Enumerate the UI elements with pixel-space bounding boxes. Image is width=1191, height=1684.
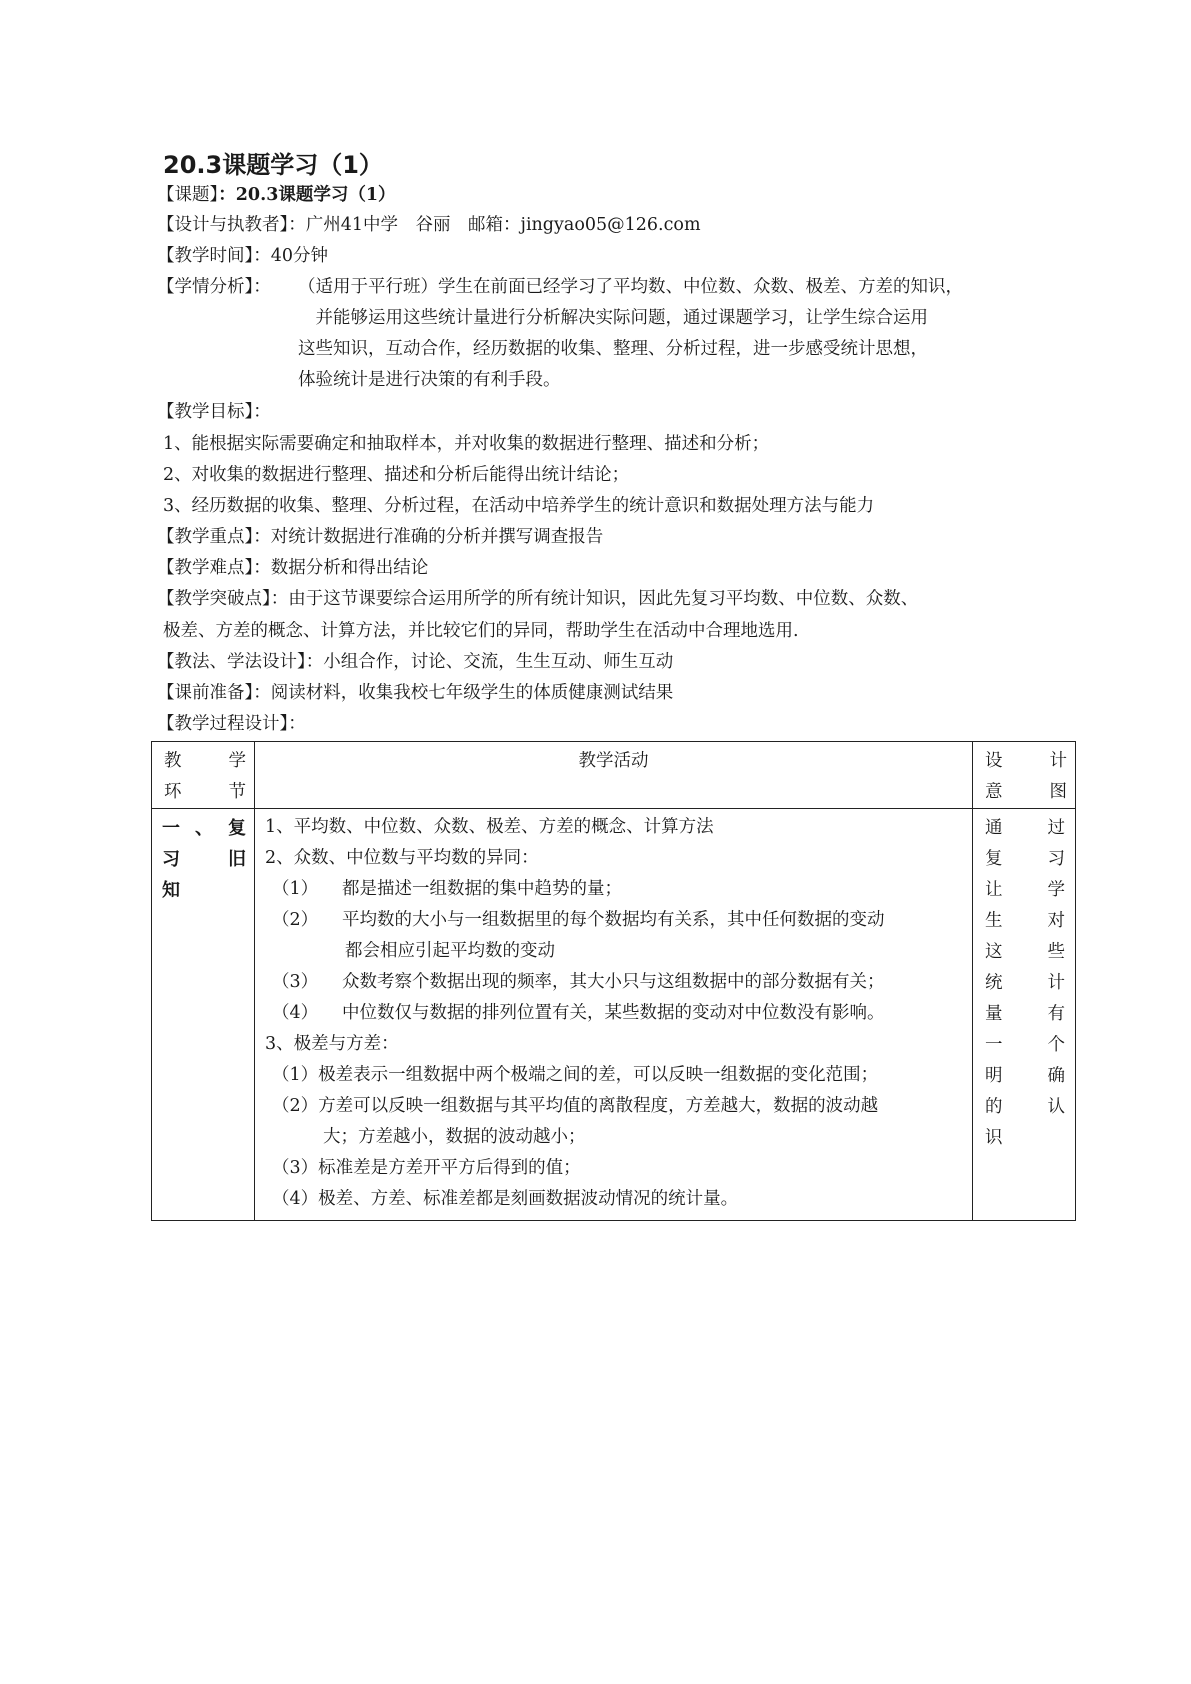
activity-item: 3、极差与方差： — [265, 1034, 399, 1054]
difficulty-value: ：数据分析和得出结论 — [253, 558, 429, 578]
header-intent-line: 意图 — [985, 782, 1067, 802]
analysis-colon: ： — [253, 277, 271, 297]
goals-colon: ： — [253, 402, 271, 422]
intent-line: 统计 — [985, 973, 1065, 993]
subitem-number: （4） — [272, 1003, 319, 1023]
process-line — [157, 709, 306, 739]
header-stage-line: 环节 — [164, 782, 246, 802]
preparation-label: 【课前准备】 — [157, 683, 254, 703]
intent-line: 生对 — [985, 911, 1065, 931]
time-line — [157, 241, 328, 271]
time-value: ：40分钟 — [253, 246, 329, 266]
intent-line: 的认 — [985, 1097, 1065, 1117]
header-stage-line: 教学 — [164, 751, 246, 771]
goals-line — [157, 397, 271, 427]
stage-line: 一、复 — [162, 818, 246, 839]
breakthrough-continuation: 极差、方差的概念、计算方法，并比较它们的异同，帮助学生在活动中合理地选用. — [163, 621, 799, 641]
intent-line: 识 — [985, 1128, 1003, 1148]
goal-item: 1、能根据实际需要确定和抽取样本，并对收集的数据进行整理、描述和分析； — [163, 434, 770, 454]
subitem-number: （1） — [272, 879, 319, 899]
table-row — [152, 809, 1076, 1221]
analysis-line: 并能够运用这些统计量进行分析解决实际问题，通过课题学习，让学生综合运用 — [298, 308, 928, 328]
intent-line: 一个 — [985, 1035, 1065, 1055]
breakthrough-value: ：由于这节课要综合运用所学的所有统计知识，因此先复习平均数、中位数、众数、 — [270, 589, 919, 609]
intent-line: 复习 — [985, 849, 1065, 869]
intent-line: 这些 — [985, 942, 1065, 962]
intent-line: 量有 — [985, 1004, 1065, 1024]
designer-label: 【设计与执教者】 — [157, 215, 289, 235]
activity-subitem — [265, 998, 972, 1029]
analysis-line: 体验统计是进行决策的有利手段。 — [298, 370, 561, 390]
activity-item: 2、众数、中位数与平均数的异同： — [265, 848, 539, 868]
header-activity: 教学活动 — [255, 742, 973, 809]
activity-cell — [255, 809, 973, 1221]
activity-subitem-continuation: 都会相应引起平均数的变动 — [345, 941, 555, 961]
method-label: 【教法、学法设计】 — [157, 652, 306, 672]
time-label: 【教学时间】 — [157, 246, 254, 266]
key-point-line — [157, 522, 603, 552]
subitem-number: （2） — [272, 910, 319, 930]
header-intent — [973, 742, 1076, 809]
subitem-text: 众数考察个数据出现的频率，其大小只与这组数据中的部分数据有关； — [342, 972, 885, 992]
goal-item: 2、对收集的数据进行整理、描述和分析后能得出统计结论； — [163, 465, 630, 485]
breakthrough-label: 【教学突破点】 — [157, 589, 271, 609]
analysis-line: （适用于平行班）学生在前面已经学习了平均数、中位数、众数、极差、方差的知识， — [298, 277, 963, 297]
key-point-label: 【教学重点】 — [157, 527, 254, 547]
topic-line — [157, 180, 396, 210]
activity-subitem — [265, 905, 972, 936]
topic-label: 【课题】 — [157, 185, 219, 205]
analysis-label: 【学情分析】 — [157, 277, 254, 297]
activity-subitem: （2）方差可以反映一组数据与其平均值的离散程度，方差越大，数据的波动越 — [272, 1096, 879, 1116]
breakthrough-line — [157, 584, 918, 614]
intent-line: 明确 — [985, 1066, 1065, 1086]
activity-subitem: （4）极差、方差、标准差都是刻画数据波动情况的统计量。 — [272, 1189, 739, 1209]
stage-cell — [152, 809, 255, 1221]
table-header-row — [152, 742, 1076, 809]
goal-item: 3、经历数据的收集、整理、分析过程，在活动中培养学生的统计意识和数据处理方法与能力 — [163, 496, 875, 516]
activity-subitem: （3）标准差是方差开平方后得到的值； — [272, 1158, 581, 1178]
designer-value: ：广州41中学 谷丽 邮箱：jingyao05@126.com — [288, 215, 701, 235]
goals-label: 【教学目标】 — [157, 402, 254, 422]
intent-line: 让学 — [985, 880, 1065, 900]
subitem-text: 都是描述一组数据的集中趋势的量； — [342, 879, 622, 899]
preparation-line — [157, 678, 673, 708]
process-colon: ： — [288, 714, 306, 734]
header-intent-line: 设计 — [985, 751, 1067, 771]
analysis-line: 这些知识，互动合作，经历数据的收集、整理、分析过程，进一步感受统计思想， — [298, 339, 928, 359]
stage-line: 知 — [162, 880, 180, 901]
subitem-text: 中位数仅与数据的排列位置有关，某些数据的变动对中位数没有影响。 — [342, 1003, 885, 1023]
activity-subitem: （1）极差表示一组数据中两个极端之间的差，可以反映一组数据的变化范围； — [272, 1065, 879, 1085]
method-line — [157, 647, 673, 677]
analysis-label-line — [157, 272, 271, 302]
activity-item: 1、平均数、中位数、众数、极差、方差的概念、计算方法 — [265, 817, 714, 837]
preparation-value: ：阅读材料，收集我校七年级学生的体质健康测试结果 — [253, 683, 674, 703]
intent-line: 通过 — [985, 818, 1065, 838]
analysis-paragraph — [298, 272, 1058, 396]
difficulty-label: 【教学难点】 — [157, 558, 254, 578]
header-stage — [152, 742, 255, 809]
activity-subitem — [265, 967, 972, 998]
subitem-number: （3） — [272, 972, 319, 992]
method-value: ：小组合作，讨论、交流，生生互动、师生互动 — [305, 652, 674, 672]
subitem-text: 平均数的大小与一组数据里的每个数据均有关系，其中任何数据的变动 — [342, 910, 885, 930]
activity-subitem — [265, 874, 972, 905]
stage-line: 习旧 — [162, 849, 246, 870]
teaching-process-table — [151, 741, 1076, 1221]
activity-subitem-continuation: 大；方差越小，数据的波动越小； — [323, 1127, 586, 1147]
designer-line — [157, 210, 701, 240]
difficulty-line — [157, 553, 428, 583]
process-label: 【教学过程设计】 — [157, 714, 289, 734]
document-title: 20.3课题学习（1） — [163, 151, 383, 179]
intent-cell — [973, 809, 1076, 1221]
key-point-value: ：对统计数据进行准确的分析并撰写调查报告 — [253, 527, 604, 547]
topic-value: ：20.3课题学习（1） — [218, 185, 396, 205]
